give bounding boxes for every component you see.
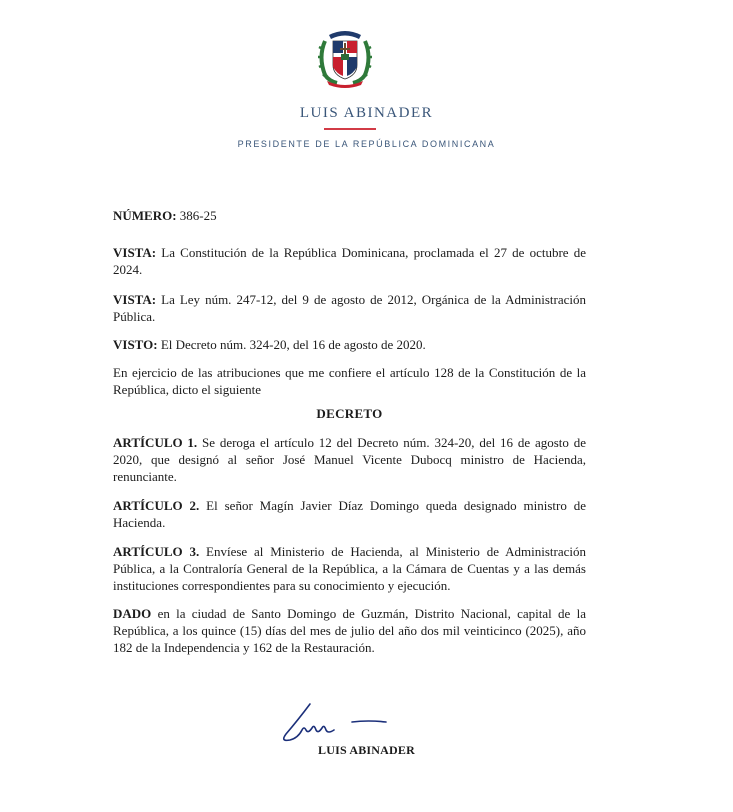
vista1-label: VISTA: — [113, 245, 157, 260]
vista2-label: VISTA: — [113, 292, 157, 307]
article-2-label: ARTÍCULO 2. — [113, 498, 200, 513]
article-2-text: El señor Magín Javier Díaz Domingo queda designado ministro de Hacienda. — [113, 498, 586, 530]
letterhead-divider — [324, 128, 376, 130]
article-1 — [113, 434, 586, 485]
dado-paragraph — [113, 605, 586, 656]
article-3 — [113, 543, 586, 594]
visto-label: VISTO: — [113, 337, 158, 352]
preamble: En ejercicio de las atribuciones que me confiere el artículo 128 de la Constitución de la República, dicto el siguiente — [113, 365, 586, 397]
number-label: NÚMERO: — [113, 208, 177, 223]
signature-name: LUIS ABINADER — [318, 743, 415, 757]
article-3-text: Envíese al Ministerio de Hacienda, al Ministerio de Administración Pública, a la Contraloría General de la República, a la Cámara de Cuentas y a las demás instituciones correspondientes para su conocimiento y ejecución. — [113, 544, 586, 593]
letterhead-title: PRESIDENTE DE LA REPÚBLICA DOMINICANA — [237, 139, 496, 149]
article-2 — [113, 497, 586, 531]
article-1-text: Se deroga el artículo 12 del Decreto núm. 324-20, del 16 de agosto de 2020, que designó al señor José Manuel Vicente Dubocq ministro de Hacienda, renunciante. — [113, 435, 587, 484]
letterhead-name: LUIS ABINADER — [299, 105, 434, 121]
dado-label: DADO — [113, 606, 152, 621]
coat-of-arms-icon — [315, 27, 375, 89]
visto-text: El Decreto núm. 324-20, del 16 de agosto de 2020. — [157, 337, 426, 352]
vista2-text: La Ley núm. 247-12, del 9 de agosto de 2012, Orgánica de la Administración Pública. — [113, 292, 586, 324]
dado-text: en la ciudad de Santo Domingo de Guzmán, Distrito Nacional, capital de la República, a los quince (15) días del mes de julio del año dos mil veinticinco (2025), año 182 de la Independencia y 162 de la Restauración. — [113, 606, 586, 655]
vista-law — [113, 291, 586, 325]
article-1-label: ARTÍCULO 1. — [113, 435, 198, 450]
vista1-text: La Constitución de la República Dominicana, proclamada el 27 de octubre de 2024. — [113, 245, 586, 277]
visto-decree — [113, 336, 586, 353]
article-3-label: ARTÍCULO 3. — [113, 544, 200, 559]
decree-number — [113, 207, 586, 224]
number-value: 386-25 — [176, 208, 217, 223]
decree-title: DECRETO — [316, 406, 383, 421]
vista-constitution — [113, 244, 586, 278]
